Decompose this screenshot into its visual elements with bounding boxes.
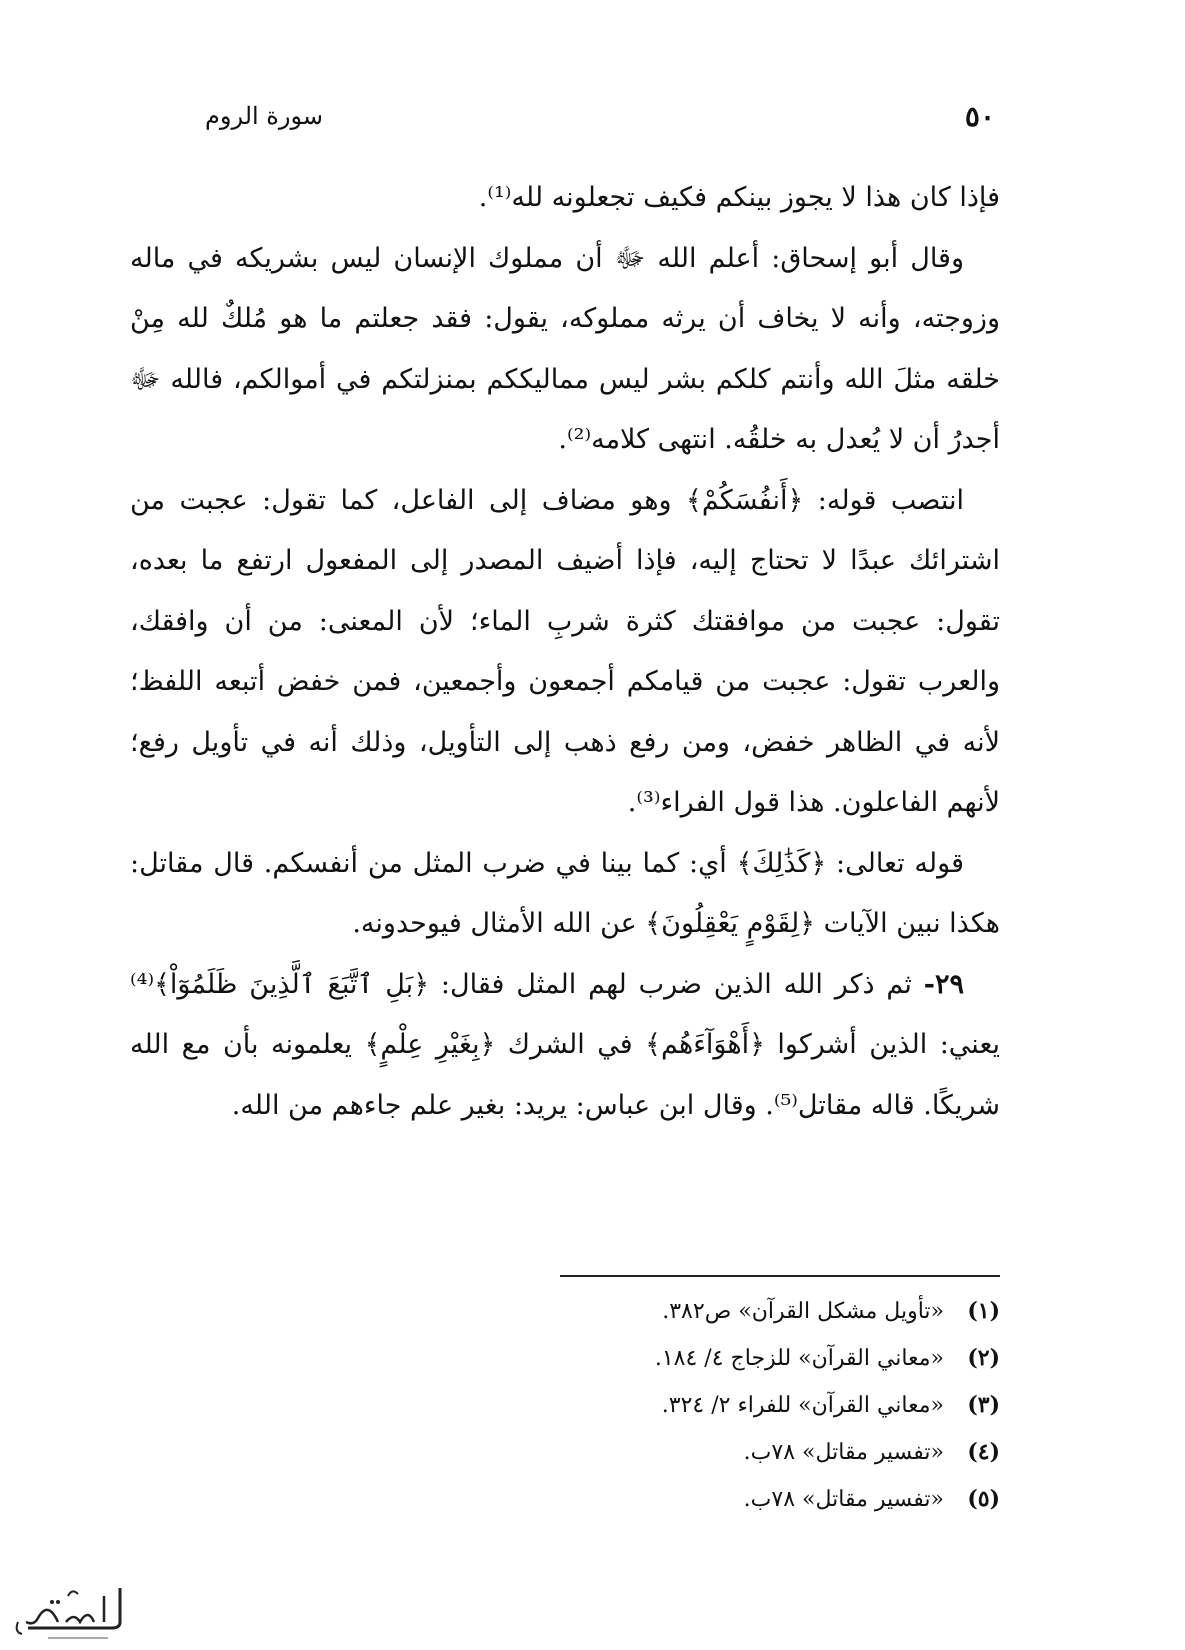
verse-number: ٢٩-: [923, 968, 964, 1000]
footnote-number: (٤): [967, 1439, 1000, 1465]
footnote-item: [160, 1429, 1000, 1476]
footnote-number: (٥): [967, 1486, 1000, 1512]
footnote-item: [160, 1382, 1000, 1429]
footnote-text: «تفسير مقاتل» ٧٨ب.: [743, 1487, 944, 1512]
paragraph-3: انتصب قوله: ﴿أَنفُسَكُمْ﴾ وهو مضاف إلى الفاعل، كما تقول: عجبت من اشترائك عبدًا لا تحتاج إليه، فإذا أضيف المصدر إلى المفعول ارتفع ما بعده، تقول: عجبت من موافقتك كثرة شربِ الماء؛ لأن المعنى: من أن وافقك، والعرب تقول: عجبت من قيامكم أجمعون وأجمعين، فمن خفض أتبعه اللفظ؛ لأنه في الظاهر خفض، ومن رفع ذهب إلى التأويل، وذلك أنه في تأويل رفع؛ لأنهم الفاعلون. هذا قول الفراء⁽³⁾.: [130, 484, 1000, 818]
paragraph-5-text: ثم ذكر الله الذين ضرب لهم المثل فقال: ﴿بَلِ ٱتَّبَعَ ٱلَّذِينَ ظَلَمُوٓاْ﴾⁽⁴⁾ يعني: الذين أشركوا ﴿أَهْوَآءَهُم﴾ في الشرك ﴿بِغَيْرِ عِلْمٍ﴾ يعلمونه بأن مع الله شريكًا. قاله مقاتل⁽⁵⁾. وقال ابن عباس: يريد: بغير علم جاءهم من الله.: [130, 968, 1000, 1121]
paragraph-1: فإذا كان هذا لا يجوز بينكم فكيف تجعلونه لله⁽¹⁾.: [478, 182, 1000, 213]
footnote-item: [160, 1476, 1000, 1523]
footnote-text: «تأويل مشكل القرآن» ص٣٨٢.: [662, 1299, 944, 1324]
paragraph-4: قوله تعالى: ﴿كَذَٰلِكَ﴾ أي: كما بينا في ضرب المثل من أنفسكم. قال مقاتل: هكذا نبين الآيات ﴿لِقَوْمٍ يَعْقِلُونَ﴾ عن الله الأمثال فيوحدونه.: [130, 847, 1000, 939]
footnote-item: [160, 1335, 1000, 1382]
footnote-number: (٣): [967, 1392, 1000, 1418]
footnote-divider: [560, 1275, 1000, 1277]
footnote-number: (١): [967, 1298, 1000, 1324]
footnote-text: «تفسير مقاتل» ٧٨ب.: [743, 1440, 944, 1465]
paragraph-2: وقال أبو إسحاق: أعلم الله ﷻ أن مملوك الإنسان ليس بشريكه في ماله وزوجته، وأنه لا يخاف أن يرثه مملوكه، يقول: فقد جعلتم ما هو مُلكٌ لله مِنْ خلقه مثلَ الله وأنتم كلكم بشر ليس مماليككم بمنزلتكم في أموالكم، فالله ﷻ أجدرُ أن لا يُعدل به خلقُه. انتهى كلامه⁽²⁾.: [130, 242, 1000, 455]
footnotes: [160, 1288, 1000, 1523]
footnote-item: [160, 1288, 1000, 1335]
footnote-text: «معاني القرآن» للفراء ٢/ ٣٢٤.: [661, 1393, 944, 1418]
page-header: [205, 100, 995, 144]
page-number: ٥٠: [964, 100, 995, 133]
paragraph-5: [130, 955, 1000, 1137]
library-stamp-logo: [8, 1578, 128, 1644]
main-text: [130, 168, 1000, 1136]
footnote-number: (٢): [967, 1345, 1000, 1371]
surah-title: سورة الروم: [205, 102, 323, 130]
footnote-text: «معاني القرآن» للزجاج ٤/ ١٨٤.: [654, 1346, 944, 1371]
